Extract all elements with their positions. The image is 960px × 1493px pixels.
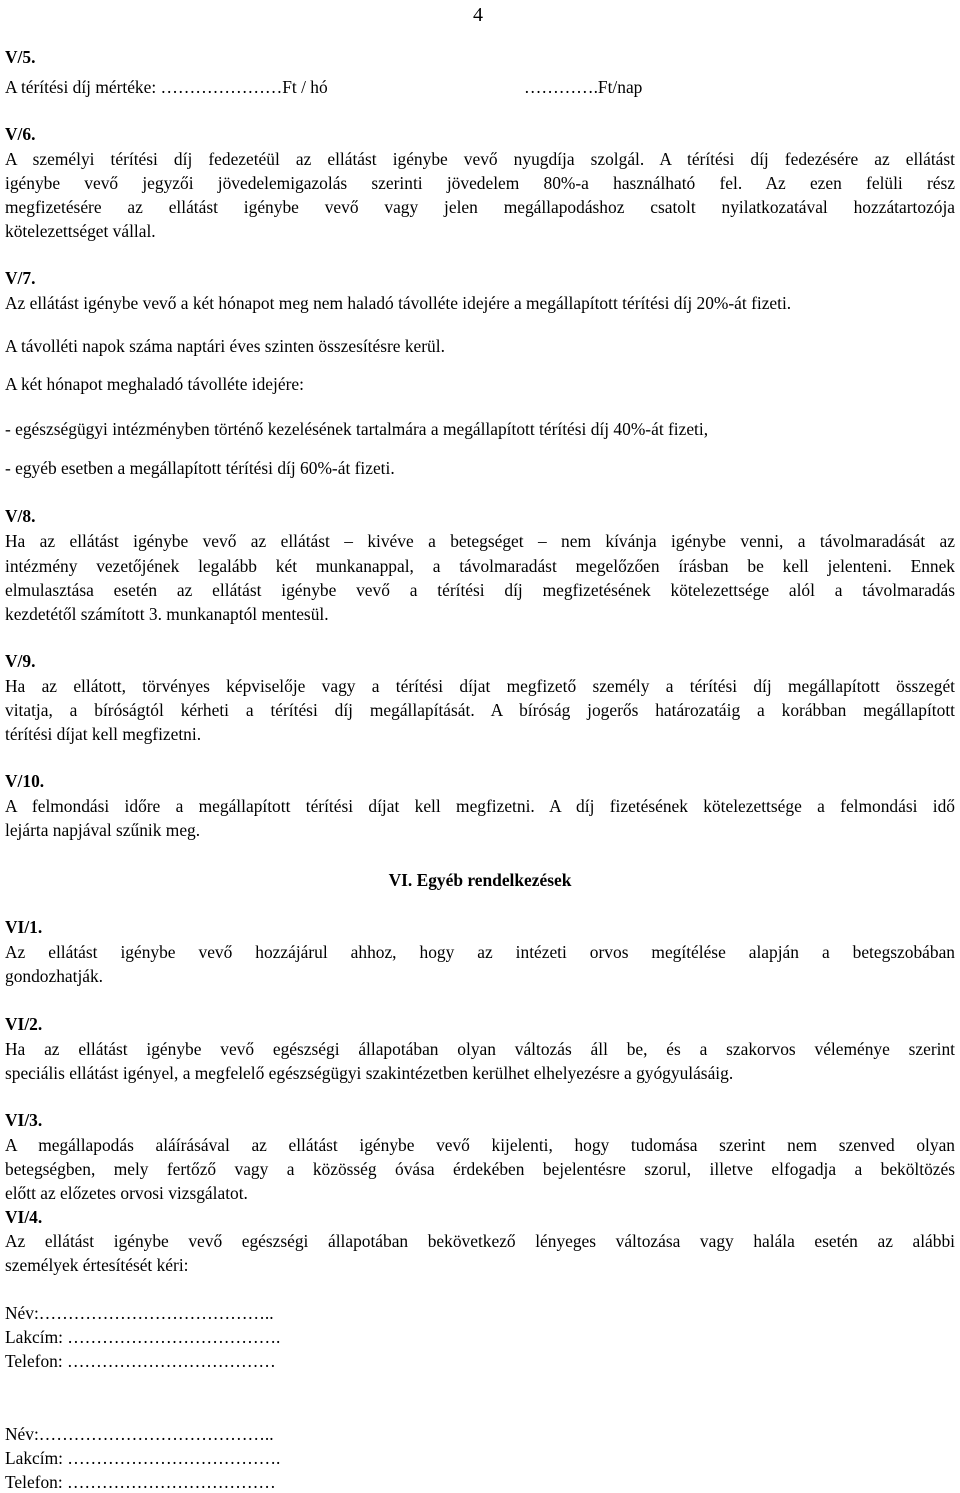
contact-name-field: Név:………………………………….. [5, 1303, 274, 1323]
paragraph-line: igénybe vevő jegyzői jövedelemigazolás szerinti jövedelem 80%-a használható fel. Az ezen felüli rész [5, 173, 955, 193]
paragraph-line: - egyéb esetben a megállapított térítési díj 60%-át fizeti. [5, 458, 395, 478]
section-heading-vi2: VI/2. [5, 1014, 43, 1034]
paragraph-line: kötelezettséget vállal. [5, 221, 156, 241]
paragraph-line: Az ellátást igénybe vevő a két hónapot meg nem haladó távolléte idejére a megállapított térítési díj 20%-át fizeti. [5, 293, 792, 313]
contact-address-field: Lakcím: ………………………………. [5, 1448, 281, 1468]
contact-name-field: Név:………………………………….. [5, 1424, 274, 1444]
paragraph-line: elmulasztása esetén az ellátást igénybe vevő a térítési díj megfizetésének kötelezettsége alól a távolmaradás [5, 580, 955, 600]
paragraph-line: A távolléti napok száma naptári éves szinten összesítésre kerül. [5, 336, 445, 356]
paragraph-line: Az ellátást igénybe vevő hozzájárul ahhoz, hogy az intézeti orvos megítélése alapján a betegszobában [5, 942, 955, 962]
paragraph-line: személyek értesítését kéri: [5, 1255, 189, 1275]
fee-monthly-field: A térítési díj mértéke: …………………Ft / hó [5, 77, 328, 97]
paragraph-line: Ha az ellátott, törvényes képviselője vagy a térítési díjat megfizető személy a térítési díj megállapított összegét [5, 676, 955, 696]
paragraph-line: lejárta napjával szűnik meg. [5, 820, 201, 840]
section-heading-vi1: VI/1. [5, 917, 43, 937]
contact-phone-field: Telefon: ……………………………… [5, 1472, 276, 1492]
paragraph-line: gondozhatják. [5, 966, 104, 986]
paragraph-line: Az ellátást igénybe vevő egészségi állapotában bekövetkező lényeges változása vagy halála esetén az alábbi [5, 1231, 955, 1251]
section-heading-v8: V/8. [5, 506, 36, 526]
section-heading-v6: V/6. [5, 124, 36, 144]
contact-phone-field: Telefon: ……………………………… [5, 1351, 276, 1371]
section-heading-v7: V/7. [5, 268, 36, 288]
paragraph-line: intézmény vezetőjének legalább két munkanappal, a távolmaradást megelőzően írásban be kell jelenteni. Ennek [5, 556, 955, 576]
paragraph-line: előtt az előzetes orvosi vizsgálatot. [5, 1183, 248, 1203]
fee-daily-field: ………….Ft/nap [524, 77, 643, 97]
paragraph-line: vitatja, a bíróságtól kérheti a térítési díj megállapítását. A bíróság jogerős határozatáig a korábban megállapított [5, 700, 955, 720]
paragraph-line: Ha az ellátást igénybe vevő egészségi állapotában olyan változás áll be, és a szakorvos véleménye szerint [5, 1039, 955, 1059]
paragraph-line: megfizetésére az ellátást igénybe vevő vagy jelen megállapodáshoz csatolt nyilatkozatával hozzátartozója [5, 197, 955, 217]
paragraph-line: Ha az ellátást igénybe vevő az ellátást – kivéve a betegséget – nem kívánja igénybe venni, a távolmaradását az [5, 531, 955, 551]
section-heading-vi4: VI/4. [5, 1207, 43, 1227]
paragraph-line: speciális ellátást igényel, a megfelelő egészségügyi szakintézetben kerülhet elhelyezésre a gyógyulásáig. [5, 1063, 734, 1083]
paragraph-line: A felmondási időre a megállapított térítési díjat kell megfizetni. A díj fizetésének kötelezettsége a felmondási idő [5, 796, 955, 816]
paragraph-line: A megállapodás aláírásával az ellátást igénybe vevő kijelenti, hogy tudomása szerint nem szenved olyan [5, 1135, 955, 1155]
paragraph-line: A két hónapot meghaladó távolléte idejére: [5, 374, 304, 394]
section-heading-v10: V/10. [5, 771, 45, 791]
paragraph-line: térítési díjat kell megfizetni. [5, 724, 202, 744]
paragraph-line: - egészségügyi intézményben történő kezelésének tartalmára a megállapított térítési díj 40%-át fizeti, [5, 419, 709, 439]
paragraph-line: kezdetétől számított 3. munkanaptól mentesül. [5, 604, 329, 624]
page-number: 4 [473, 4, 483, 26]
section-heading-vi3: VI/3. [5, 1110, 43, 1130]
section-title-vi: VI. Egyéb rendelkezések [388, 870, 572, 890]
contact-address-field: Lakcím: ………………………………. [5, 1327, 281, 1347]
section-heading-v5: V/5. [5, 47, 36, 67]
section-heading-v9: V/9. [5, 651, 36, 671]
paragraph-line: betegségben, mely fertőző vagy a közösség óvása érdekében bejelentésre szorul, illetve elfogadja a beköltözés [5, 1159, 955, 1179]
paragraph-line: A személyi térítési díj fedezetéül az ellátást igénybe vevő nyugdíja szolgál. A térítési díj fedezésére az ellátást [5, 149, 955, 169]
